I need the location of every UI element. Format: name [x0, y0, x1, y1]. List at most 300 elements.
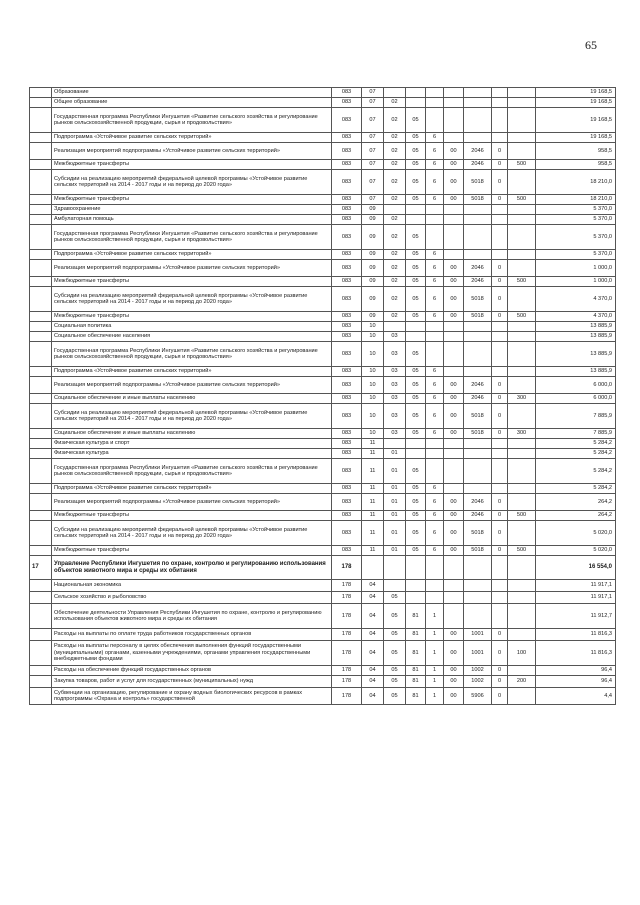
amount-cell: 4,4 — [536, 688, 616, 705]
table-row — [30, 484, 616, 494]
table-row — [30, 688, 616, 705]
expense-subcode-cell: 0 — [492, 629, 508, 641]
direction-code-cell: 00 — [444, 666, 464, 676]
amount-cell: 96,4 — [536, 666, 616, 676]
program-code-cell: 05 — [406, 367, 426, 377]
section-code-cell: 11 — [362, 546, 384, 556]
table-row — [30, 676, 616, 688]
amount-cell: 5 370,0 — [536, 205, 616, 215]
item-name-cell: Межбюджетные трансферты — [52, 312, 332, 322]
amount-cell: 1 000,0 — [536, 260, 616, 277]
subprogram-code-cell — [426, 215, 444, 225]
expense-subcode-cell: 0 — [492, 170, 508, 195]
ministry-code-cell: 083 — [332, 143, 362, 160]
program-code-cell: 05 — [406, 342, 426, 367]
expense-subcode-cell: 0 — [492, 394, 508, 404]
item-name-cell: Межбюджетные трансферты — [52, 277, 332, 287]
direction-code-cell: 00 — [444, 511, 464, 521]
row-number-cell — [30, 170, 52, 195]
section-code-cell: 04 — [362, 666, 384, 676]
section-code-cell: 09 — [362, 205, 384, 215]
amount-cell: 11 917,1 — [536, 592, 616, 604]
ministry-code-cell: 083 — [332, 133, 362, 143]
item-name-cell: Физическая культура — [52, 449, 332, 459]
expense-subcode-cell: 0 — [492, 521, 508, 546]
amount-cell: 13 885,9 — [536, 367, 616, 377]
expense-type-cell — [508, 108, 536, 133]
item-name-cell: Расходы на выплаты персоналу в целях обеспечения выполнения функций государственными (муниципальными) органами, казенными учреждениями, органами управления государственными внебюджетными фондами — [52, 641, 332, 666]
item-name-cell: Реализация мероприятий подпрограммы «Устойчивое развитие сельских территорий» — [52, 377, 332, 394]
expense-type-cell — [508, 143, 536, 160]
subprogram-code-cell: 6 — [426, 394, 444, 404]
expense-code-cell — [464, 556, 492, 580]
expense-type-cell — [508, 367, 536, 377]
subprogram-code-cell: 6 — [426, 429, 444, 439]
subsection-code-cell: 02 — [384, 98, 406, 108]
page-number: 65 — [585, 38, 597, 52]
table-row — [30, 629, 616, 641]
subprogram-code-cell — [426, 225, 444, 250]
amount-cell: 5 370,0 — [536, 250, 616, 260]
subsection-code-cell: 01 — [384, 494, 406, 511]
amount-cell: 19 168,5 — [536, 108, 616, 133]
program-code-cell: 05 — [406, 277, 426, 287]
ministry-code-cell: 083 — [332, 215, 362, 225]
subsection-code-cell: 02 — [384, 260, 406, 277]
ministry-code-cell: 083 — [332, 170, 362, 195]
subprogram-code-cell: 1 — [426, 688, 444, 705]
program-code-cell: 05 — [406, 133, 426, 143]
row-number-cell — [30, 394, 52, 404]
table-row — [30, 404, 616, 429]
program-code-cell: 05 — [406, 521, 426, 546]
expense-code-cell: 1002 — [464, 666, 492, 676]
expense-code-cell — [464, 484, 492, 494]
program-code-cell — [406, 592, 426, 604]
direction-code-cell — [444, 205, 464, 215]
subsection-code-cell: 01 — [384, 484, 406, 494]
expense-type-cell — [508, 88, 536, 98]
ministry-code-cell: 083 — [332, 494, 362, 511]
expense-type-cell — [508, 580, 536, 592]
item-name-cell: Подпрограмма «Устойчивое развитие сельских территорий» — [52, 367, 332, 377]
expense-type-cell: 500 — [508, 195, 536, 205]
row-number-cell — [30, 429, 52, 439]
expense-type-cell: 500 — [508, 546, 536, 556]
ministry-code-cell: 083 — [332, 312, 362, 322]
expense-type-cell — [508, 225, 536, 250]
row-number-cell — [30, 511, 52, 521]
subprogram-code-cell: 6 — [426, 312, 444, 322]
ministry-code-cell: 083 — [332, 277, 362, 287]
direction-code-cell — [444, 108, 464, 133]
item-name-cell: Расходы на выплаты по оплате труда работников государственных органов — [52, 629, 332, 641]
expense-code-cell — [464, 250, 492, 260]
table-row — [30, 287, 616, 312]
expense-code-cell — [464, 88, 492, 98]
ministry-code-cell: 083 — [332, 195, 362, 205]
table-row — [30, 225, 616, 250]
expense-type-cell — [508, 629, 536, 641]
direction-code-cell: 00 — [444, 143, 464, 160]
subprogram-code-cell — [426, 332, 444, 342]
item-name-cell: Социальное обеспечение и иные выплаты населению — [52, 394, 332, 404]
row-number-cell — [30, 215, 52, 225]
expense-type-cell — [508, 688, 536, 705]
ministry-code-cell: 083 — [332, 98, 362, 108]
amount-cell: 96,4 — [536, 676, 616, 688]
direction-code-cell: 00 — [444, 629, 464, 641]
table-row — [30, 260, 616, 277]
ministry-code-cell: 178 — [332, 604, 362, 629]
table-row — [30, 108, 616, 133]
table-row — [30, 439, 616, 449]
row-number-cell — [30, 546, 52, 556]
item-name-cell: Физическая культура и спорт — [52, 439, 332, 449]
expense-code-cell: 2046 — [464, 511, 492, 521]
subprogram-code-cell: 1 — [426, 604, 444, 629]
expense-type-cell — [508, 592, 536, 604]
expense-code-cell: 5018 — [464, 170, 492, 195]
expense-code-cell — [464, 592, 492, 604]
table-row — [30, 88, 616, 98]
program-code-cell: 05 — [406, 195, 426, 205]
expense-code-cell: 2046 — [464, 494, 492, 511]
item-name-cell: Реализация мероприятий подпрограммы «Устойчивое развитие сельских территорий» — [52, 143, 332, 160]
subprogram-code-cell — [426, 592, 444, 604]
direction-code-cell — [444, 342, 464, 367]
expense-code-cell — [464, 98, 492, 108]
program-code-cell: 05 — [406, 377, 426, 394]
direction-code-cell — [444, 332, 464, 342]
ministry-code-cell: 083 — [332, 287, 362, 312]
amount-cell: 19 168,5 — [536, 88, 616, 98]
program-code-cell: 05 — [406, 287, 426, 312]
item-name-cell: Государственная программа Республики Ингушетия «Развитие сельского хозяйства и регулирование рынков сельскохозяйственной продукции, сырья и продовольствия» — [52, 108, 332, 133]
ministry-code-cell: 178 — [332, 688, 362, 705]
table-row — [30, 429, 616, 439]
section-code-cell: 09 — [362, 277, 384, 287]
item-name-cell: Субвенции на организацию, регулирование и охрану водных биологических ресурсов в рамках подпрограммы «Охрана и контроль» государственной — [52, 688, 332, 705]
item-name-cell: Межбюджетные трансферты — [52, 195, 332, 205]
subprogram-code-cell: 1 — [426, 629, 444, 641]
expense-type-cell: 500 — [508, 277, 536, 287]
table-row — [30, 195, 616, 205]
table-row — [30, 511, 616, 521]
row-number-cell — [30, 641, 52, 666]
section-code-cell: 04 — [362, 688, 384, 705]
direction-code-cell: 00 — [444, 260, 464, 277]
expense-type-cell — [508, 133, 536, 143]
subprogram-code-cell: 6 — [426, 404, 444, 429]
section-code-cell: 09 — [362, 215, 384, 225]
subprogram-code-cell — [426, 342, 444, 367]
item-name-cell: Государственная программа Республики Ингушетия «Развитие сельского хозяйства и регулирование рынков сельскохозяйственной продукции, сырья и продовольствия» — [52, 342, 332, 367]
expense-subcode-cell — [492, 98, 508, 108]
program-code-cell: 05 — [406, 160, 426, 170]
section-code-cell: 11 — [362, 484, 384, 494]
item-name-cell: Подпрограмма «Устойчивое развитие сельских территорий» — [52, 250, 332, 260]
subsection-code-cell — [384, 556, 406, 580]
expense-code-cell — [464, 604, 492, 629]
expense-type-cell — [508, 342, 536, 367]
expense-type-cell — [508, 98, 536, 108]
subsection-code-cell: 05 — [384, 688, 406, 705]
row-number-cell — [30, 225, 52, 250]
table-row — [30, 394, 616, 404]
section-code-cell: 07 — [362, 160, 384, 170]
direction-code-cell — [444, 439, 464, 449]
ministry-code-cell: 178 — [332, 580, 362, 592]
expense-type-cell — [508, 666, 536, 676]
expense-subcode-cell: 0 — [492, 494, 508, 511]
row-number-cell — [30, 143, 52, 160]
direction-code-cell: 00 — [444, 676, 464, 688]
program-code-cell — [406, 556, 426, 580]
direction-code-cell: 00 — [444, 641, 464, 666]
amount-cell: 13 885,9 — [536, 342, 616, 367]
section-code-cell: 07 — [362, 195, 384, 205]
item-name-cell: Субсидии на реализацию мероприятий федеральной целевой программы «Устойчивое развитие сельских территорий на 2014 - 2017 годы и на период до 2020 года» — [52, 404, 332, 429]
expense-code-cell: 5018 — [464, 521, 492, 546]
subsection-code-cell: 02 — [384, 133, 406, 143]
row-number-cell — [30, 98, 52, 108]
expense-code-cell: 5018 — [464, 546, 492, 556]
amount-cell: 11 912,7 — [536, 604, 616, 629]
ministry-code-cell: 083 — [332, 394, 362, 404]
table-row — [30, 367, 616, 377]
expense-subcode-cell — [492, 133, 508, 143]
expense-type-cell — [508, 449, 536, 459]
expense-type-cell — [508, 484, 536, 494]
amount-cell: 5 020,0 — [536, 521, 616, 546]
expense-subcode-cell: 0 — [492, 676, 508, 688]
row-number-cell — [30, 250, 52, 260]
amount-cell: 19 168,5 — [536, 133, 616, 143]
direction-code-cell: 00 — [444, 429, 464, 439]
expense-subcode-cell — [492, 215, 508, 225]
amount-cell: 13 885,9 — [536, 322, 616, 332]
table-row — [30, 546, 616, 556]
section-code-cell: 11 — [362, 494, 384, 511]
section-code-cell: 09 — [362, 287, 384, 312]
subsection-code-cell: 03 — [384, 394, 406, 404]
direction-code-cell — [444, 133, 464, 143]
expense-code-cell: 5906 — [464, 688, 492, 705]
program-code-cell: 81 — [406, 688, 426, 705]
subsection-code-cell: 05 — [384, 592, 406, 604]
program-code-cell: 05 — [406, 511, 426, 521]
amount-cell: 19 168,5 — [536, 98, 616, 108]
ministry-code-cell: 083 — [332, 484, 362, 494]
program-code-cell: 05 — [406, 260, 426, 277]
expense-code-cell: 2046 — [464, 394, 492, 404]
expense-code-cell: 5018 — [464, 195, 492, 205]
amount-cell: 4 370,0 — [536, 287, 616, 312]
expense-type-cell: 500 — [508, 511, 536, 521]
table-row — [30, 556, 616, 580]
table-row — [30, 322, 616, 332]
expense-type-cell — [508, 404, 536, 429]
expense-subcode-cell — [492, 367, 508, 377]
program-code-cell: 81 — [406, 604, 426, 629]
table-row — [30, 250, 616, 260]
row-number-cell — [30, 484, 52, 494]
row-number-cell — [30, 367, 52, 377]
program-code-cell: 81 — [406, 641, 426, 666]
expense-subcode-cell — [492, 439, 508, 449]
item-name-cell: Амбулаторная помощь — [52, 215, 332, 225]
direction-code-cell — [444, 604, 464, 629]
subprogram-code-cell: 6 — [426, 521, 444, 546]
item-name-cell: Социальное обеспечение населения — [52, 332, 332, 342]
program-code-cell: 05 — [406, 459, 426, 484]
direction-code-cell: 00 — [444, 277, 464, 287]
amount-cell: 16 554,0 — [536, 556, 616, 580]
amount-cell: 958,5 — [536, 160, 616, 170]
program-code-cell — [406, 88, 426, 98]
expense-subcode-cell — [492, 484, 508, 494]
program-code-cell — [406, 439, 426, 449]
direction-code-cell — [444, 322, 464, 332]
expense-subcode-cell — [492, 250, 508, 260]
subprogram-code-cell — [426, 580, 444, 592]
expense-code-cell — [464, 367, 492, 377]
subsection-code-cell: 05 — [384, 604, 406, 629]
ministry-code-cell: 083 — [332, 205, 362, 215]
expense-subcode-cell — [492, 225, 508, 250]
ministry-code-cell: 083 — [332, 160, 362, 170]
row-number-cell — [30, 195, 52, 205]
section-code-cell: 10 — [362, 404, 384, 429]
amount-cell: 5 284,2 — [536, 439, 616, 449]
row-number-cell — [30, 287, 52, 312]
amount-cell: 18 210,0 — [536, 170, 616, 195]
expense-subcode-cell: 0 — [492, 511, 508, 521]
expense-subcode-cell: 0 — [492, 641, 508, 666]
table-row — [30, 592, 616, 604]
table-row — [30, 641, 616, 666]
section-code-cell: 04 — [362, 629, 384, 641]
subsection-code-cell: 05 — [384, 666, 406, 676]
subprogram-code-cell: 6 — [426, 377, 444, 394]
expense-type-cell — [508, 332, 536, 342]
expense-subcode-cell: 0 — [492, 260, 508, 277]
row-number-cell — [30, 521, 52, 546]
row-number-cell — [30, 205, 52, 215]
subsection-code-cell: 03 — [384, 332, 406, 342]
program-code-cell: 05 — [406, 394, 426, 404]
ministry-code-cell: 083 — [332, 367, 362, 377]
expense-subcode-cell: 0 — [492, 404, 508, 429]
ministry-code-cell: 083 — [332, 225, 362, 250]
subprogram-code-cell: 6 — [426, 250, 444, 260]
ministry-code-cell: 083 — [332, 404, 362, 429]
table-body — [30, 88, 616, 705]
expense-subcode-cell — [492, 332, 508, 342]
amount-cell: 11 816,3 — [536, 641, 616, 666]
expense-code-cell — [464, 205, 492, 215]
section-code-cell: 10 — [362, 429, 384, 439]
expense-subcode-cell — [492, 592, 508, 604]
item-name-cell: Государственная программа Республики Ингушетия «Развитие сельского хозяйства и регулирование рынков сельскохозяйственной продукции, сырья и продовольствия» — [52, 225, 332, 250]
ministry-code-cell: 083 — [332, 250, 362, 260]
subsection-code-cell: 03 — [384, 367, 406, 377]
program-code-cell: 05 — [406, 170, 426, 195]
amount-cell: 11 917,1 — [536, 580, 616, 592]
subsection-code-cell: 05 — [384, 676, 406, 688]
row-number-cell — [30, 688, 52, 705]
item-name-cell: Подпрограмма «Устойчивое развитие сельских территорий» — [52, 133, 332, 143]
amount-cell: 264,2 — [536, 494, 616, 511]
table-row — [30, 342, 616, 367]
expense-subcode-cell: 0 — [492, 546, 508, 556]
direction-code-cell: 00 — [444, 287, 464, 312]
item-name-cell: Сельское хозяйство и рыболовство — [52, 592, 332, 604]
item-name-cell: Социальное обеспечение и иные выплаты населению — [52, 429, 332, 439]
row-number-cell — [30, 666, 52, 676]
ministry-code-cell: 083 — [332, 332, 362, 342]
row-number-cell — [30, 439, 52, 449]
item-name-cell: Образование — [52, 88, 332, 98]
subsection-code-cell: 03 — [384, 377, 406, 394]
row-number-cell — [30, 277, 52, 287]
subsection-code-cell: 03 — [384, 429, 406, 439]
direction-code-cell: 00 — [444, 160, 464, 170]
table-row — [30, 277, 616, 287]
expense-subcode-cell: 0 — [492, 195, 508, 205]
table-row — [30, 98, 616, 108]
expense-code-cell — [464, 322, 492, 332]
subprogram-code-cell: 6 — [426, 546, 444, 556]
expense-subcode-cell: 0 — [492, 429, 508, 439]
expense-code-cell: 2046 — [464, 260, 492, 277]
expense-code-cell: 2046 — [464, 277, 492, 287]
amount-cell: 6 000,0 — [536, 377, 616, 394]
table-row — [30, 133, 616, 143]
subprogram-code-cell: 6 — [426, 511, 444, 521]
subsection-code-cell — [384, 205, 406, 215]
expense-type-cell — [508, 556, 536, 580]
expense-code-cell — [464, 215, 492, 225]
subprogram-code-cell: 6 — [426, 260, 444, 277]
section-code-cell: 11 — [362, 459, 384, 484]
item-name-cell: Здравоохранение — [52, 205, 332, 215]
program-code-cell: 05 — [406, 546, 426, 556]
budget-table — [29, 87, 616, 705]
row-number-cell: 17 — [30, 556, 52, 580]
table-row — [30, 332, 616, 342]
expense-code-cell: 1001 — [464, 629, 492, 641]
direction-code-cell — [444, 225, 464, 250]
expense-subcode-cell: 0 — [492, 287, 508, 312]
direction-code-cell: 00 — [444, 377, 464, 394]
subprogram-code-cell: 6 — [426, 160, 444, 170]
expense-subcode-cell: 0 — [492, 666, 508, 676]
row-number-cell — [30, 108, 52, 133]
subsection-code-cell: 01 — [384, 449, 406, 459]
expense-subcode-cell — [492, 580, 508, 592]
item-name-cell: Межбюджетные трансферты — [52, 160, 332, 170]
amount-cell: 7 885,9 — [536, 429, 616, 439]
direction-code-cell — [444, 88, 464, 98]
item-name-cell: Обеспечение деятельности Управления Республики Ингушетия по охране, контролю и регулированию использования объектов животного мира и среды их обитания — [52, 604, 332, 629]
program-code-cell: 05 — [406, 429, 426, 439]
row-number-cell — [30, 260, 52, 277]
subsection-code-cell: 02 — [384, 108, 406, 133]
program-code-cell: 05 — [406, 404, 426, 429]
program-code-cell — [406, 98, 426, 108]
